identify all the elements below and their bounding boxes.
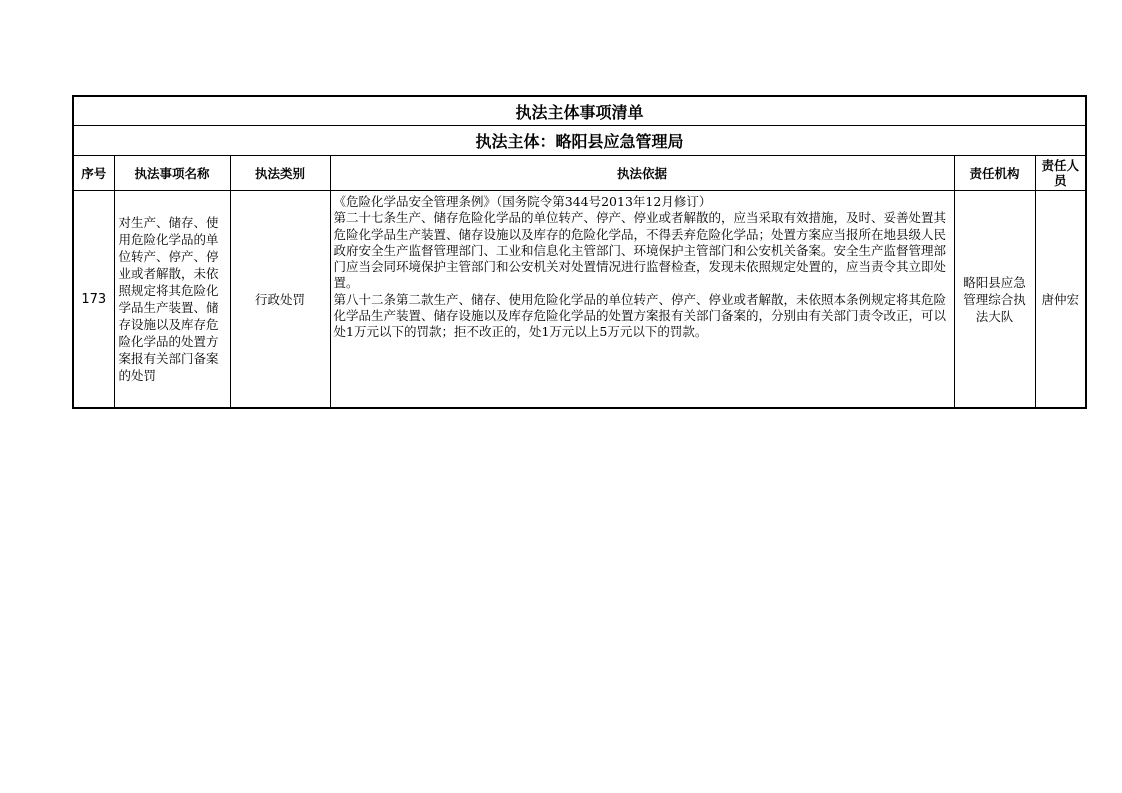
header-type: 执法类别 bbox=[230, 156, 330, 191]
row-org: 略阳县应急管理综合执法大队 bbox=[954, 191, 1035, 409]
sheet-title: 执法主体事项清单 bbox=[73, 96, 1086, 126]
header-seq: 序号 bbox=[73, 156, 114, 191]
enforcement-list-table bbox=[72, 95, 1087, 409]
row-basis bbox=[330, 191, 954, 409]
header-person: 责任人员 bbox=[1035, 156, 1086, 191]
row-seq: 173 bbox=[73, 191, 114, 409]
row-item-name: 对生产、储存、使用危险化学品的单位转产、停产、停业或者解散，未依照规定将其危险化学品生产装置、储存设施以及库存危险化学品的处置方案报有关部门备案的处罚 bbox=[114, 191, 230, 409]
table-row bbox=[73, 191, 1086, 409]
row-type: 行政处罚 bbox=[230, 191, 330, 409]
header-org: 责任机构 bbox=[954, 156, 1035, 191]
basis-paragraph-article-27: 第二十七条生产、储存危险化学品的单位转产、停产、停业或者解散的，应当采取有效措施，及时、妥善处置其危险化学品生产装置、储存设施以及库存的危险化学品，不得丢弃危险化学品；处置方案应当报所在地县级人民政府安全生产监督管理部门、工业和信息化主管部门、环境保护主管部门和公安机关备案。安全生产监督管理部门应当会同环境保护主管部门和公安机关对处置情况进行监督检查，发现未依照规定处置的，应当责令其立即处置。 bbox=[333, 210, 947, 291]
basis-paragraph-article-82: 第八十二条第二款生产、储存、使用危险化学品的单位转产、停产、停业或者解散，未依照本条例规定将其危险化学品生产装置、储存设施以及库存危险化学品的处置方案报有关部门备案的，分别由有关部门责令改正，可以处1万元以下的罚款；拒不改正的，处1万元以上5万元以下的罚款。 bbox=[333, 291, 947, 340]
row-person: 唐仲宏 bbox=[1035, 191, 1086, 409]
basis-paragraph-regulation: 《危险化学品安全管理条例》（国务院令第344号2013年12月修订） bbox=[333, 194, 712, 209]
sheet-subtitle: 执法主体：略阳县应急管理局 bbox=[73, 126, 1086, 156]
header-basis: 执法依据 bbox=[330, 156, 954, 191]
header-item-name: 执法事项名称 bbox=[114, 156, 230, 191]
header-row bbox=[73, 156, 1086, 191]
